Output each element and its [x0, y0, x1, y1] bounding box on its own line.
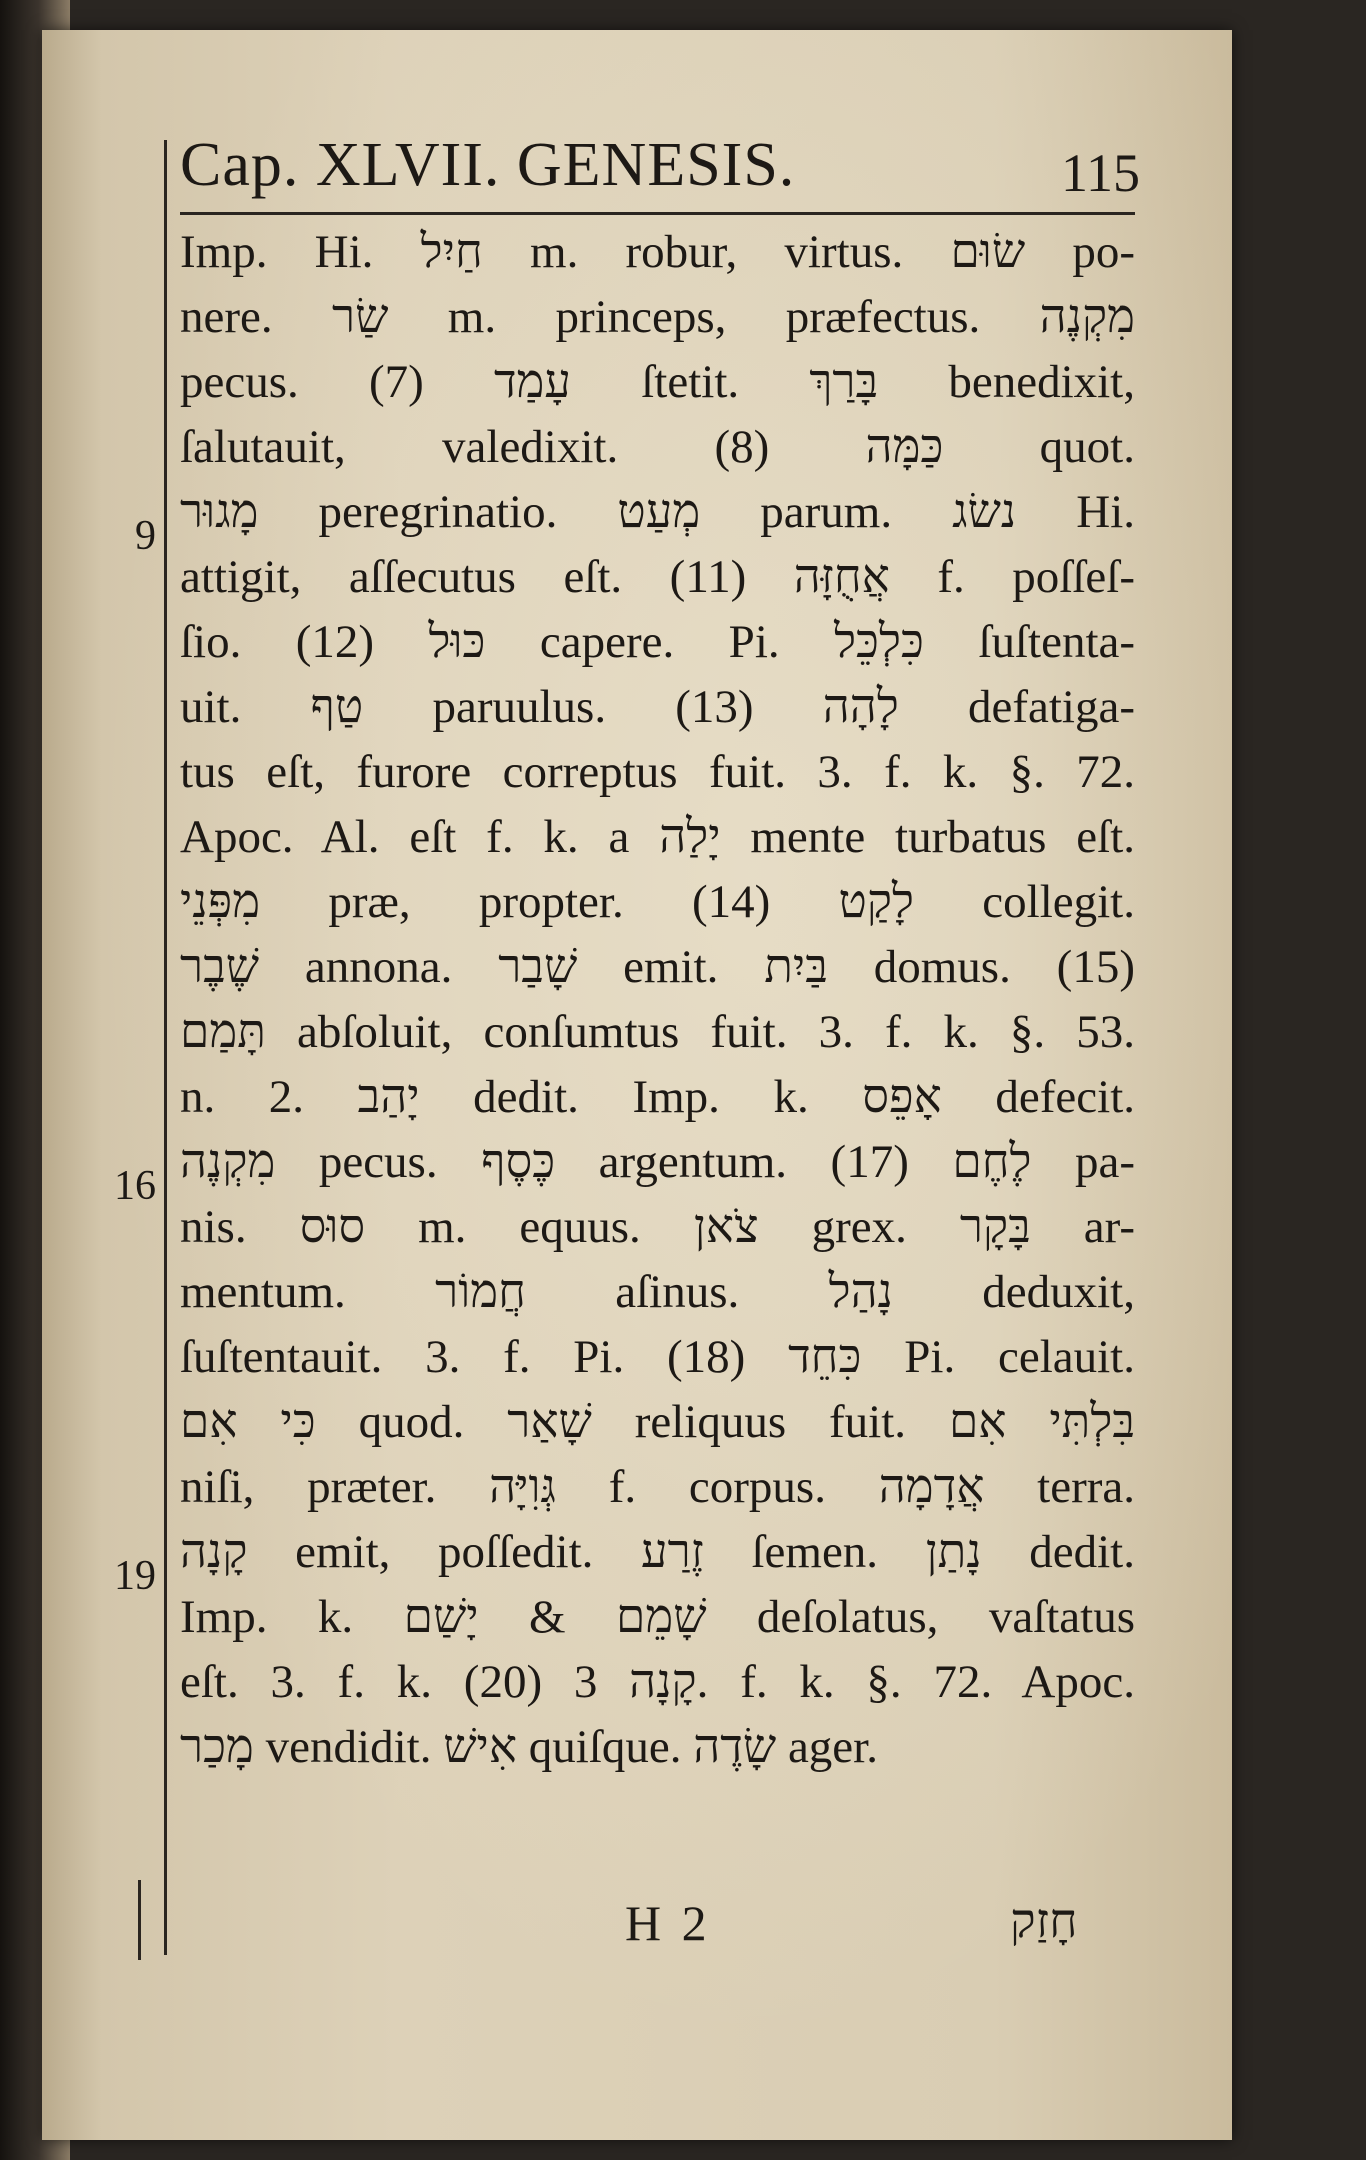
text-line: שֶׁבֶר annona. שָׁבַר emit. בַּיִת domus. (15) — [180, 941, 1135, 993]
header-rule — [180, 212, 1135, 215]
text-line: כִּי אִם quod. שָׁאַר reliquus fuit. בִּלְתִּי אִם — [180, 1396, 1135, 1448]
text-line: nis. סוּס m. equus. צֹאן grex. בָּקָר ar- — [180, 1201, 1135, 1253]
text-line: mentum. חֲמוֹר aſinus. נָהַל deduxit, — [180, 1266, 1135, 1318]
glossary-text — [180, 220, 1135, 1780]
verse-number: 16 — [114, 1163, 156, 1209]
text-line: tus eſt, furore correptus fuit. 3. f. k. §. 72. — [180, 746, 1135, 798]
running-header — [180, 130, 1140, 210]
text-line: n. 2. יָהַב dedit. Imp. k. אָפֵס defecit. — [180, 1071, 1135, 1123]
text-line: eſt. 3. f. k. (20) קָנָה 3. f. k. §. 72. Apoc. — [180, 1656, 1135, 1708]
text-line: ſalutauit, valedixit. (8) כַּמָּה quot. — [180, 421, 1135, 473]
text-line: Apoc. Al. eſt f. k. a יָלַה mente turbatus eſt. — [180, 811, 1135, 863]
text-line: מִקְנֶה pecus. כֶּסֶף argentum. (17) לֶחֶם pa- — [180, 1136, 1135, 1188]
verse-number: 19 — [114, 1553, 156, 1599]
margin-rule — [138, 1880, 141, 1960]
verse-number: 9 — [135, 513, 156, 559]
verse-number-rule — [164, 140, 167, 1955]
text-line: תָּמַם abſoluit, conſumtus fuit. 3. f. k. §. 53. — [180, 1006, 1135, 1058]
text-line: niſi, præter. גְּוִיָּה f. corpus. אֲדָמָה terra. — [180, 1461, 1135, 1513]
text-line: Imp. Hi. חַיִל m. robur, virtus. שׂוּם po- — [180, 226, 1135, 278]
text-line: קָנָה emit, poſſedit. זֶרַע ſemen. נָתַן dedit. — [180, 1526, 1135, 1578]
text-line: attigit, aſſecutus eſt. (11) אֲחֻזָּה f. poſſeſ- — [180, 551, 1135, 603]
text-line: ſuſtentauit. 3. f. Pi. (18) כִּחֵד Pi. celauit. — [180, 1331, 1135, 1383]
page-number: 115 — [1061, 143, 1140, 203]
signature-mark: H 2 — [625, 1895, 711, 1951]
text-line: מָכַר vendidit. אִישׁ quiſque. שָׂדֶה ager. — [180, 1721, 878, 1773]
text-line: ſio. (12) כּוּל capere. Pi. כִּלְכֵּל ſuſtenta- — [180, 616, 1135, 668]
text-line: מָגוּר peregrinatio. מְעַט parum. נשׂג Hi. — [180, 486, 1135, 538]
text-line: מִפְּנֵי præ, propter. (14) לָקַט collegit. — [180, 876, 1135, 928]
catchword: חָזַק — [1010, 1895, 1078, 1948]
text-line: Imp. k. שָׁמֵם & יָשַׁם deſolatus, vaſtatus — [180, 1591, 1135, 1643]
text-line: nere. שַׂר m. princeps, præfectus. מִקְנֶה — [180, 291, 1135, 343]
text-line: pecus. (7) עָמַד ſtetit. בָּרַךְ benedixit, — [180, 356, 1135, 408]
text-line: uit. טַף paruulus. (13) לָהָה defatiga- — [180, 681, 1135, 733]
header-title: Cap. XLVII. GENESIS. — [180, 131, 796, 199]
